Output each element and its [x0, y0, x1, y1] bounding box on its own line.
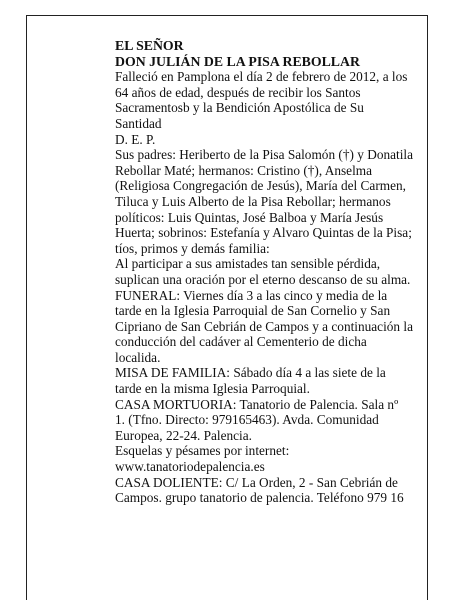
text-line: FUNERAL: Viernes día 3 a las cinco y media de la	[115, 287, 388, 303]
heading-line-1: EL SEÑOR	[115, 38, 184, 53]
text-line: 1. (Tfno. Directo: 979165463). Avda. Comunidad	[115, 412, 379, 428]
text-line: Sus padres: Heriberto de la Pisa Salomón (†) y Donatila	[115, 147, 414, 163]
frame-top-border	[26, 15, 428, 16]
obituary-text	[115, 38, 424, 506]
text-line: Sacramentosb y la Bendición Apostólica de Su	[115, 100, 364, 116]
text-line: Santidad	[115, 115, 162, 131]
text-line: tarde en la Iglesia Parroquial de San Cornelio y San	[115, 303, 391, 319]
text-line: Esquelas y pésames por internet:	[115, 443, 290, 459]
text-line: tarde en la misma Iglesia Parroquial.	[115, 381, 310, 397]
website-line: www.tanatoriodepalencia.es	[115, 459, 265, 475]
text-line: Al participar a sus amistades tan sensible pérdida,	[115, 256, 381, 272]
text-line: Rebollar Maté; hermanos: Cristino (†), Anselma	[115, 162, 373, 178]
text-line: conducción del cadáver al Cementerio de dicha	[115, 334, 367, 350]
text-line: políticos: Luis Quintas, José Balboa y María Jesús	[115, 209, 384, 225]
text-line: CASA DOLIENTE: C/ La Orden, 2 - San Cebrián de	[115, 474, 398, 490]
text-line: CASA MORTUORIA: Tanatorio de Palencia. Sala nº	[115, 396, 399, 412]
text-line: Tiluca y Luis Alberto de la Pisa Rebollar; hermanos	[115, 193, 391, 209]
text-line: Huerta; sobrinos: Estefanía y Alvaro Quintas de la Pisa;	[115, 225, 412, 241]
frame-right-border	[427, 15, 428, 600]
text-line: tíos, primos y demás familia:	[115, 240, 270, 256]
text-line: Campos. grupo tanatorio de palencia. Teléfono 979 16	[115, 490, 404, 506]
text-line: Europea, 22-24. Palencia.	[115, 427, 252, 443]
heading-name: DON JULIÁN DE LA PISA REBOLLAR	[115, 53, 360, 69]
frame-left-border	[26, 15, 27, 600]
text-line: D. E. P.	[115, 131, 156, 147]
text-line: MISA DE FAMILIA: Sábado día 4 a las siete de la	[115, 365, 386, 381]
text-line: 64 años de edad, después de recibir los Santos	[115, 84, 361, 100]
text-line: suplican una oración por el eterno descanso de su alma.	[115, 271, 411, 287]
text-line: (Religiosa Congregación de Jesús), María del Carmen,	[115, 178, 406, 194]
text-line: localida.	[115, 349, 161, 365]
text-line: Falleció en Pamplona el día 2 de febrero de 2012, a los	[115, 69, 408, 85]
text-line: Cipriano de San Cebrián de Campos y a continuación la	[115, 318, 413, 334]
